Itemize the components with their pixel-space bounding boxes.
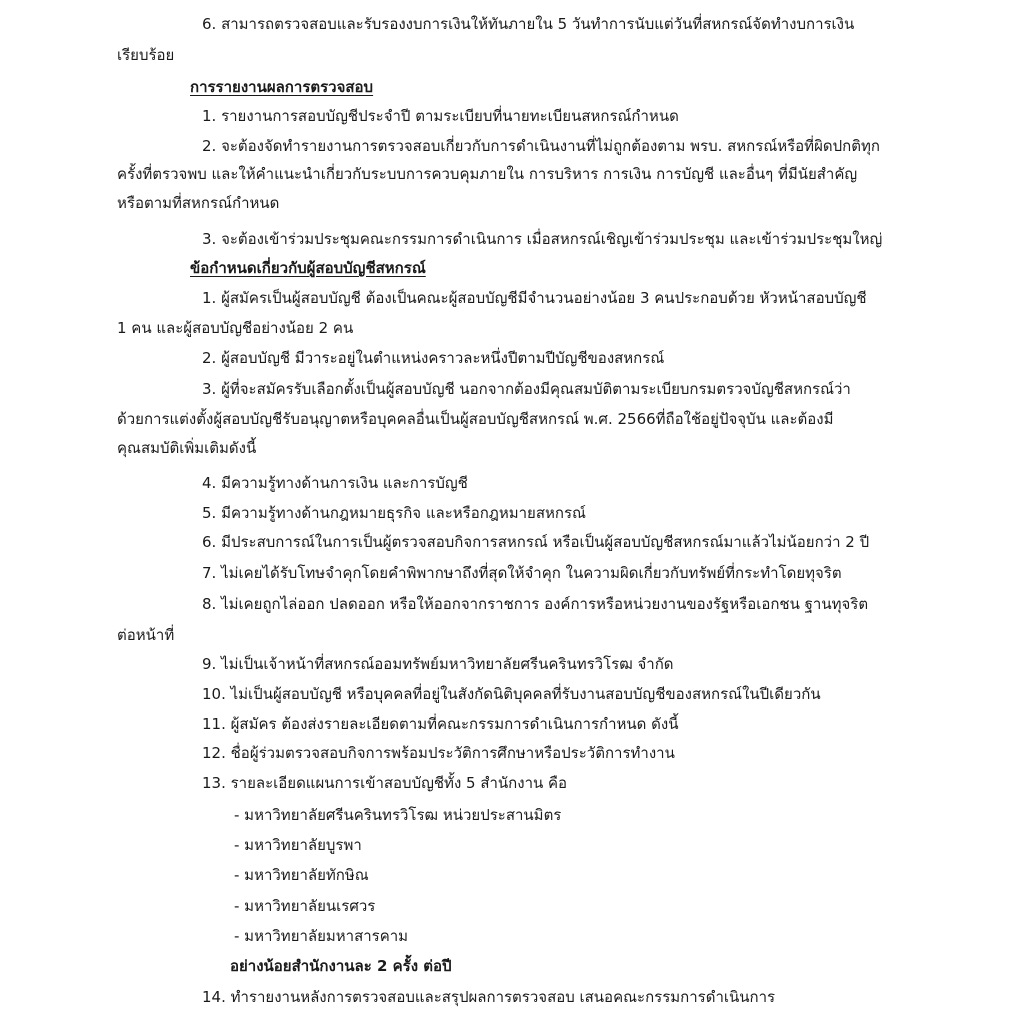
office-list-item: - มหาวิทยาลัยนเรศวร — [234, 897, 376, 915]
auditor-item-7: 7. ไม่เคยได้รับโทษจำคุกโดยคำพิพากษาถึงที่สุดให้จำคุก ในความผิดเกี่ยวกับทรัพย์ที่กระทำโดยทุจริต — [202, 564, 842, 582]
auditor-item-2: 2. ผู้สอบบัญชี มีวาระอยู่ในตำแหน่งคราวละหนึ่งปีตามปีบัญชีของสหกรณ์ — [202, 349, 665, 367]
auditor-item-12: 12. ชื่อผู้ร่วมตรวจสอบกิจการพร้อมประวัติการศึกษาหรือประวัติการทำงาน — [202, 744, 675, 762]
auditor-item-13: 13. รายละเอียดแผนการเข้าสอบบัญชีทั้ง 5 สำนักงาน คือ — [202, 774, 568, 792]
office-list-item: - มหาวิทยาลัยทักษิณ — [234, 866, 369, 884]
intro-item-6-line-1: 6. สามารถตรวจสอบและรับรองงบการเงินให้ทันภายใน 5 วันทำการนับแต่วันที่สหกรณ์จัดทำงบการเงิน — [202, 15, 855, 33]
auditor-item-14: 14. ทำรายงานหลังการตรวจสอบและสรุปผลการตรวจสอบ เสนอคณะกรรมการดำเนินการ — [202, 988, 776, 1006]
office-list-item: - มหาวิทยาลัยบูรพา — [234, 836, 362, 854]
auditor-item-9: 9. ไม่เป็นเจ้าหน้าที่สหกรณ์ออมทรัพย์มหาวิทยาลัยศรีนครินทรวิโรฒ จำกัด — [202, 655, 674, 673]
report-item-3: 3. จะต้องเข้าร่วมประชุมคณะกรรมการดำเนินการ เมื่อสหกรณ์เชิญเข้าร่วมประชุม และเข้าร่วมประชุมใหญ่ — [202, 230, 883, 248]
auditor-item-10: 10. ไม่เป็นผู้สอบบัญชี หรือบุคคลที่อยู่ในสังกัดนิติบุคคลที่รับงานสอบบัญชีของสหกรณ์ในปีเดียวกัน — [202, 685, 821, 703]
office-list-item: - มหาวิทยาลัยศรีนครินทรวิโรฒ หน่วยประสานมิตร — [234, 806, 562, 824]
auditor-item-4: 4. มีความรู้ทางด้านการเงิน และการบัญชี — [202, 474, 468, 492]
auditor-item-8-line-1: 8. ไม่เคยถูกไล่ออก ปลดออก หรือให้ออกจากราชการ องค์การหรือหน่วยงานของรัฐหรือเอกชน ฐานทุจริต — [202, 595, 869, 613]
audit-frequency-note: อย่างน้อยสำนักงานละ 2 ครั้ง ต่อปี — [230, 957, 452, 975]
auditor-item-5: 5. มีความรู้ทางด้านกฎหมายธุรกิจ และหรือกฎหมายสหกรณ์ — [202, 504, 586, 522]
auditor-item-8-line-2: ต่อหน้าที่ — [117, 626, 175, 644]
report-item-1: 1. รายงานการสอบบัญชีประจำปี ตามระเบียบที่นายทะเบียนสหกรณ์กำหนด — [202, 107, 679, 125]
auditor-item-3-line-1: 3. ผู้ที่จะสมัครรับเลือกตั้งเป็นผู้สอบบัญชี นอกจากต้องมีคุณสมบัติตามระเบียบกรมตรวจบัญชีสหกรณ์ว่า — [202, 380, 851, 398]
office-list-item: - มหาวิทยาลัยมหาสารคาม — [234, 927, 409, 945]
report-item-2-line-3: หรือตามที่สหกรณ์กำหนด — [117, 194, 280, 212]
auditor-item-3-line-3: คุณสมบัติเพิ่มเติมดังนี้ — [117, 439, 257, 457]
auditor-item-6: 6. มีประสบการณ์ในการเป็นผู้ตรวจสอบกิจการสหกรณ์ หรือเป็นผู้สอบบัญชีสหกรณ์มาแล้วไม่น้อยกว่า 2 ปี — [202, 533, 870, 551]
report-section-heading: การรายงานผลการตรวจสอบ — [190, 78, 374, 96]
auditor-section-heading: ข้อกำหนดเกี่ยวกับผู้สอบบัญชีสหกรณ์ — [190, 259, 426, 277]
intro-item-6-line-2: เรียบร้อย — [117, 46, 175, 64]
auditor-item-1-line-2: 1 คน และผู้สอบบัญชีอย่างน้อย 2 คน — [117, 319, 354, 337]
auditor-item-1-line-1: 1. ผู้สมัครเป็นผู้สอบบัญชี ต้องเป็นคณะผู้สอบบัญชีมีจำนวนอย่างน้อย 3 คนประกอบด้วย หัวหน้าสอบบัญชี — [202, 289, 867, 307]
report-item-2-line-1: 2. จะต้องจัดทำรายงานการตรวจสอบเกี่ยวกับการดำเนินงานที่ไม่ถูกต้องตาม พรบ. สหกรณ์หรือที่ผิดปกติทุก — [202, 137, 880, 155]
report-item-2-line-2: ครั้งที่ตรวจพบ และให้คำแนะนำเกี่ยวกับระบบการควบคุมภายใน การบริหาร การเงิน การบัญชี และอื่นๆ ที่มีนัยสำคัญ — [117, 165, 858, 183]
auditor-item-3-line-2: ด้วยการแต่งตั้งผู้สอบบัญชีรับอนุญาตหรือบุคคลอื่นเป็นผู้สอบบัญชีสหกรณ์ พ.ศ. 2566ที่ถือใช้อยู่ปัจจุบัน และต้องมี — [117, 410, 834, 428]
auditor-item-11: 11. ผู้สมัคร ต้องส่งรายละเอียดตามที่คณะกรรมการดำเนินการกำหนด ดังนี้ — [202, 715, 679, 733]
